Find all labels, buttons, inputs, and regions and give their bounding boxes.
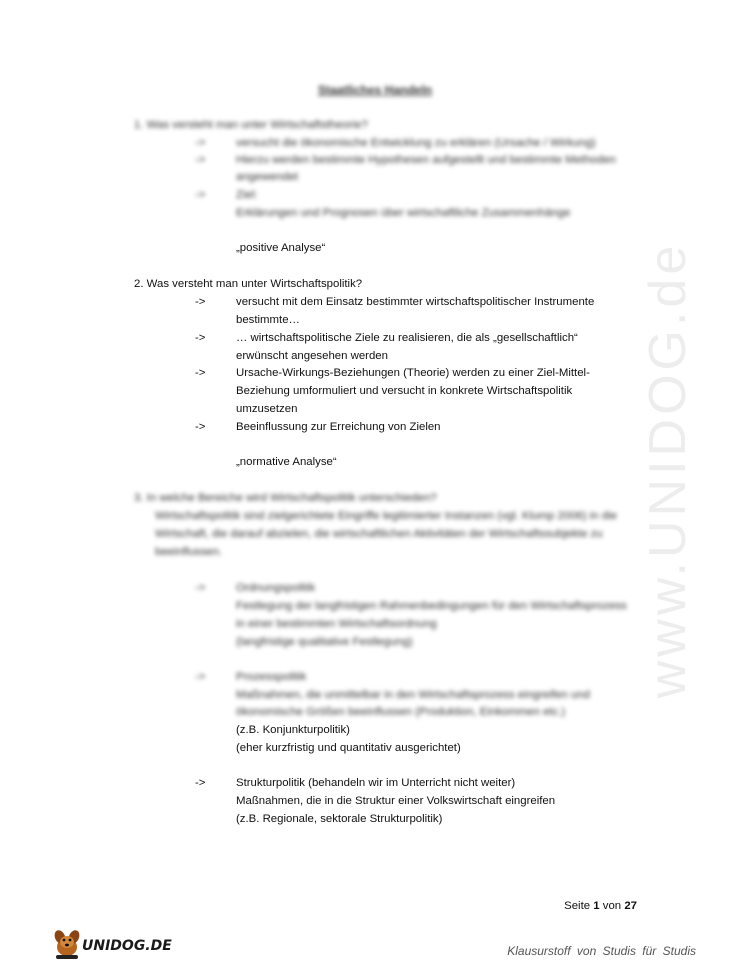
logo-text: UNIDOG.DE bbox=[82, 938, 172, 954]
footer-tagline: Klausurstoff von Studis für Studis bbox=[507, 944, 696, 958]
section3-intro-line2: Wirtschaft, die darauf abzielen, die wirtschaftlichen Aktivitäten der Wirtschaftssubjekte zu bbox=[155, 528, 603, 540]
prozess-line1: Maßnahmen, die unmittelbar in den Wirtschaftsprozess eingreifen und bbox=[236, 689, 590, 701]
arrow-marker: -> bbox=[195, 137, 206, 149]
dog-icon bbox=[52, 926, 82, 960]
arrow-marker: -> bbox=[195, 671, 206, 683]
section2-bullet1-line2: bestimmte… bbox=[236, 314, 300, 326]
section2-bullet1-line1: versucht mit dem Einsatz bestimmter wirtschaftspolitischer Instrumente bbox=[236, 296, 595, 308]
section1-label: „positive Analyse“ bbox=[236, 242, 326, 254]
struktur-line1: Maßnahmen, die in die Struktur einer Volkswirtschaft eingreifen bbox=[236, 795, 556, 807]
struktur-line2: (z.B. Regionale, sektorale Strukturpolitik) bbox=[236, 813, 443, 825]
page-number bbox=[564, 900, 637, 912]
section2-bullet3-line2: Beziehung umformuliert und versucht in konkrete Wirtschaftspolitik bbox=[236, 385, 573, 397]
section2-heading: 2. Was versteht man unter Wirtschaftspolitik? bbox=[134, 278, 363, 290]
ordnung-line3: (langfristige qualitative Festlegung) bbox=[236, 636, 413, 648]
arrow-marker: -> bbox=[195, 296, 206, 308]
section2-bullet3-line3: umzusetzen bbox=[236, 403, 298, 415]
section2-bullet3-line1: Ursache-Wirkungs-Beziehungen (Theorie) werden zu einer Ziel-Mittel- bbox=[236, 367, 590, 379]
section2-label: „normative Analyse“ bbox=[236, 456, 337, 468]
section2-bullet2-line2: erwünscht angesehen werden bbox=[236, 350, 388, 362]
arrow-marker: -> bbox=[195, 367, 206, 379]
section1-heading: 1. Was versteht man unter Wirtschaftstheorie? bbox=[134, 119, 368, 131]
ordnung-line1: Festlegung der langfristigen Rahmenbedingungen für den Wirtschaftsprozess bbox=[236, 600, 627, 612]
page-mid: von bbox=[602, 900, 622, 912]
page-prefix: Seite bbox=[564, 900, 591, 912]
section1-bullet2-line2: angewendet bbox=[236, 171, 299, 183]
prozess-line2: ökonomische Größen beeinflussen (Produktion, Einkommen etc.) bbox=[236, 706, 566, 718]
section1-bullet1: versucht die ökonomische Entwicklung zu erklären (Ursache / Wirkung) bbox=[236, 137, 596, 149]
arrow-marker: -> bbox=[195, 332, 206, 344]
section1-bullet2-line1: Hierzu werden bestimmte Hypothesen aufgestellt und bestimmte Methoden bbox=[236, 154, 616, 166]
prozess-line4: (eher kurzfristig und quantitativ ausgerichtet) bbox=[236, 742, 461, 754]
prozess-title: Prozesspolitik bbox=[236, 671, 307, 683]
page-total: 27 bbox=[624, 900, 637, 912]
section3-intro-line3: beeinflussen. bbox=[155, 546, 223, 558]
arrow-marker: -> bbox=[195, 777, 206, 789]
arrow-marker: -> bbox=[195, 421, 206, 433]
arrow-marker: -> bbox=[195, 154, 206, 166]
section1-bullet3-line1: Ziel: bbox=[236, 189, 258, 201]
arrow-marker: -> bbox=[195, 189, 206, 201]
section3-heading: 3. In welche Bereiche wird Wirtschaftspolitik unterschieden? bbox=[134, 492, 437, 504]
page-title: Staatliches Handeln bbox=[317, 83, 433, 97]
prozess-line3: (z.B. Konjunkturpolitik) bbox=[236, 724, 350, 736]
section2-bullet2-line1: … wirtschaftspolitische Ziele zu realisieren, die als „gesellschaftlich“ bbox=[236, 332, 578, 344]
watermark: www.UNIDOG.de bbox=[639, 241, 697, 699]
struktur-title: Strukturpolitik (behandeln wir im Unterricht nicht weiter) bbox=[236, 777, 516, 789]
page-current: 1 bbox=[593, 900, 600, 912]
section2-bullet4: Beeinflussung zur Erreichung von Zielen bbox=[236, 421, 441, 433]
arrow-marker: -> bbox=[195, 582, 206, 594]
unidog-logo bbox=[52, 926, 170, 960]
section3-intro-line1: Wirtschaftspolitik sind zielgerichtete Eingriffe legitimierter Instanzen (vgl. Klump 2006) in die bbox=[155, 510, 617, 522]
ordnung-title: Ordnungspolitik bbox=[236, 582, 316, 594]
section1-bullet3-line2: Erklärungen und Prognosen über wirtschaftliche Zusammenhänge bbox=[236, 207, 571, 219]
ordnung-line2: in einer bestimmten Wirtschaftsordnung bbox=[236, 618, 437, 630]
